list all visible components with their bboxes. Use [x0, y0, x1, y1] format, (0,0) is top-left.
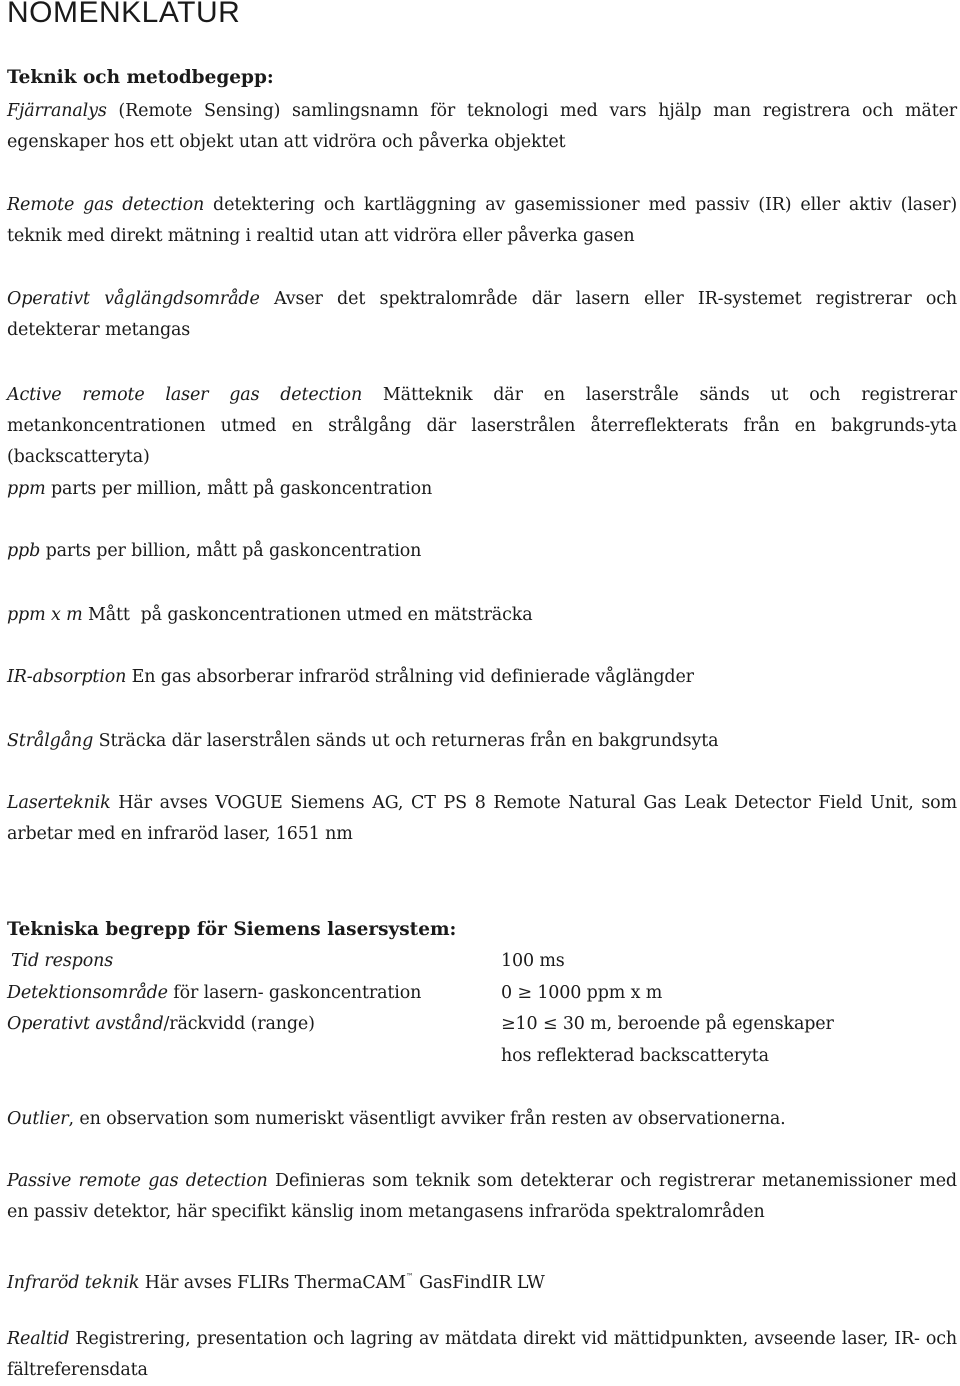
definition-laserteknik	[7, 788, 957, 850]
definition-text: Definieras som teknik som detekterar och registrerar metanemissioner med en passiv detektor, här specifikt känslig inom metangasens infraröda spektralområden	[7, 1171, 957, 1222]
spec-label	[7, 978, 421, 1009]
definition-text: Sträcka där laserstrålen sänds ut och returneras från en bakgrundsyta	[93, 731, 719, 751]
spec-value: 0 ≥ 1000 ppm x m	[501, 983, 663, 1003]
definition-text: Här avses FLIRs ThermaCAM	[139, 1273, 406, 1293]
definition-term: IR-absorption	[7, 667, 127, 687]
definition-infrarod-teknik	[7, 1261, 957, 1299]
definition-term: ppb	[7, 541, 41, 561]
definition-term: Strålgång	[7, 731, 94, 751]
trademark-symbol: ™	[405, 1272, 414, 1281]
definition-active-remote-laser	[7, 380, 957, 473]
section-heading-methods: Teknik och metodbegepp:	[7, 67, 274, 88]
definition-fjarranalys	[7, 96, 957, 158]
definition-text: , en observation som numeriskt väsentligt avviker från resten av observationerna.	[68, 1109, 786, 1129]
definition-term: Outlier	[7, 1109, 69, 1129]
definition-text: (Remote Sensing) samlingsnamn för teknologi med vars hjälp man registrera och mäter egenskaper hos ett objekt utan att vidröra och påverka objektet	[7, 101, 957, 152]
definition-text: Registrering, presentation och lagring av mätdata direkt vid mättidpunkten, avseende laser, IR- och fältreferensdata	[7, 1329, 957, 1380]
definition-text: Här avses VOGUE Siemens AG, CT PS 8 Remote Natural Gas Leak Detector Field Unit, som arbetar med en infraröd laser, 1651 nm	[7, 793, 957, 844]
spec-value: hos reflekterad backscatteryta	[501, 1046, 769, 1066]
spec-term: Tid respons	[11, 951, 114, 971]
section-heading-siemens: Tekniska begrepp för Siemens lasersystem:	[7, 919, 457, 940]
definition-text: parts per billion, mått på gaskoncentration	[40, 541, 422, 561]
definition-term: Operativt våglängdsområde	[7, 289, 260, 309]
definition-text-continued: GasFindIR LW	[413, 1273, 545, 1293]
definition-text: parts per million, mått på gaskoncentration	[45, 479, 433, 499]
definition-term: Fjärranalys	[7, 101, 107, 121]
definition-passive-remote	[7, 1166, 957, 1228]
spec-term: Operativt avstånd	[7, 1014, 164, 1034]
definition-text: Avser det spektralområde där lasern eller IR-systemet registrerar och detekterar metangas	[7, 289, 958, 340]
definition-term: Infraröd teknik	[7, 1273, 140, 1293]
spec-term: Detektionsområde	[7, 983, 168, 1003]
spec-label	[7, 1009, 315, 1040]
spec-value: 100 ms	[501, 951, 565, 971]
spec-suffix: /räckvidd (range)	[163, 1014, 315, 1034]
definition-remote-gas-detection	[7, 190, 957, 252]
definition-term: ppm	[7, 479, 46, 499]
definition-term: ppm x m	[7, 605, 83, 625]
page-title: NOMENKLATUR	[7, 0, 241, 29]
spec-suffix: för lasern- gaskoncentration	[167, 983, 422, 1003]
definition-term: Active remote laser gas detection	[7, 385, 363, 405]
definition-ppb	[7, 536, 957, 567]
definition-text: En gas absorberar infraröd strålning vid definierade våglängder	[126, 667, 694, 687]
definition-stralgang	[7, 726, 957, 757]
definition-realtid	[7, 1324, 957, 1386]
spec-label	[11, 946, 113, 977]
definition-text: Mått på gaskoncentrationen utmed en mätsträcka	[82, 605, 533, 625]
definition-term: Passive remote gas detection	[7, 1171, 268, 1191]
definition-text: detektering och kartläggning av gasemissioner med passiv (IR) eller aktiv (laser) teknik med direkt mätning i realtid utan att vidröra eller påverka gasen	[7, 195, 957, 246]
definition-ppm	[7, 474, 957, 505]
definition-term: Realtid	[7, 1329, 70, 1349]
definition-operativt-vaglangdsomrade	[7, 284, 957, 346]
definition-term: Remote gas detection	[7, 195, 205, 215]
spec-value: ≥10 ≤ 30 m, beroende på egenskaper	[501, 1014, 834, 1034]
definition-ppm-x-m	[7, 600, 957, 631]
definition-ir-absorption	[7, 662, 957, 693]
definition-term: Laserteknik	[7, 793, 111, 813]
definition-text: Mätteknik där en laserstråle sänds ut och registrerar metankoncentrationen utmed en strålgång där laserstrålen återreflekterats från en bakgrunds-yta (backscatteryta)	[7, 385, 958, 467]
definition-outlier	[7, 1104, 957, 1135]
